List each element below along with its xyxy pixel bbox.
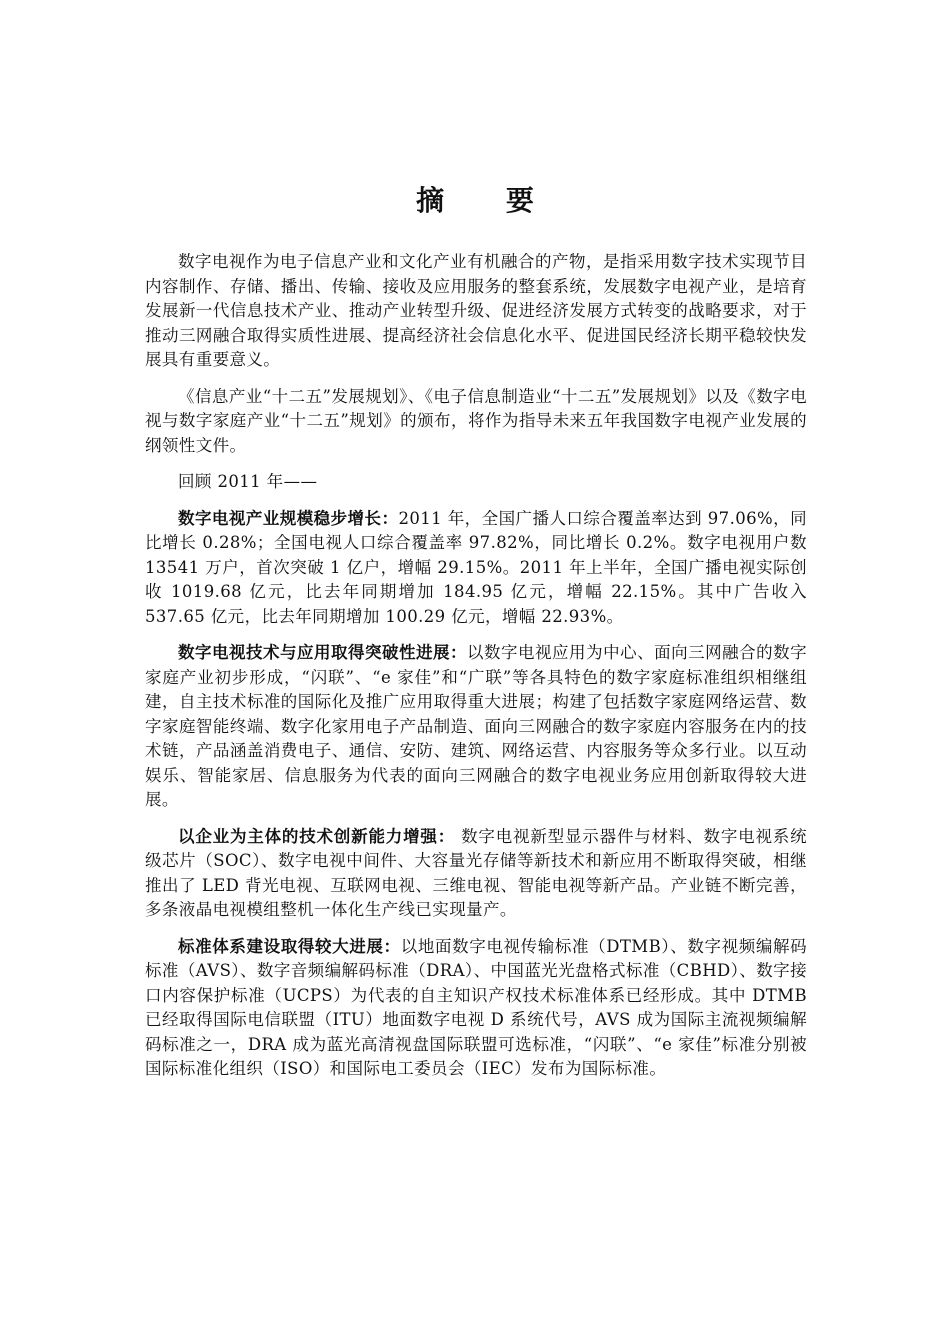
paragraph-text: 数字电视作为电子信息产业和文化产业有机融合的产物，是指采用数字技术实现节目内容制作、存储、播出、传输、接收及应用服务的整套系统，发展数字电视产业，是培育发展新一代信息技术产业、推动产业转型升级、促进经济发展方式转变的战略要求，对于推动三网融合取得实质性进展、提高经济社会信息化水平、促进国民经济长期平稳较快发展具有重要意义。 [145, 252, 807, 369]
paragraph-intro [145, 250, 807, 373]
paragraph-lead: 标准体系建设取得较大进展： [178, 936, 401, 956]
paragraph-lead: 以企业为主体的技术创新能力增强： [178, 826, 456, 846]
paragraph-innovation [145, 825, 807, 923]
paragraph-text: 回顾 2011 年—— [178, 472, 318, 491]
paragraph-plans [145, 385, 807, 459]
paragraph-review [145, 470, 807, 495]
paragraph-standards [145, 935, 807, 1082]
abstract-body [145, 250, 807, 1094]
paragraph-lead: 数字电视技术与应用取得突破性进展： [178, 643, 468, 662]
paragraph-text: 2011 年，全国广播人口综合覆盖率达到 97.06%，同比增长 0.28%；全国电视人口综合覆盖率 97.82%，同比增长 0.2%。数字电视用户数 13541 万户，首次突破 1 亿户，增幅 29.15%。2011 年上半年，全国广播电视实际创收 1019.68 亿元，比去年同期增加 184.95 亿元，增幅 22.15%。其中广告收入 537.65 亿元，比去年同期增加 100.29 亿元，增幅 22.93%。 [145, 508, 807, 626]
paragraph-technology [145, 641, 807, 813]
paragraph-industry-scale [145, 507, 807, 630]
paragraph-text: 数字电视新型显示器件与材料、数字电视系统级芯片（SOC）、数字电视中间件、大容量光存储等新技术和新应用不断取得突破，相继推出了 LED 背光电视、互联网电视、三维电视、智能电视等新产品。产业链不断完善，多条液晶电视模组整机一体化生产线已实现量产。 [145, 826, 807, 919]
paragraph-text: 以数字电视应用为中心、面向三网融合的数字家庭产业初步形成，“闪联”、“e 家佳”和“广联”等各具特色的数字家庭标准组织相继组建，自主技术标准的国际化及推广应用取得重大进展；构建了包括数字家庭网络运营、数字家庭智能终端、数字化家用电子产品制造、面向三网融合的数字家庭内容服务在内的技术链，产品涵盖消费电子、通信、安防、建筑、网络运营、内容服务等众多行业。以互动娱乐、智能家居、信息服务为代表的面向三网融合的数字电视业务应用创新取得较大进展。 [145, 643, 807, 809]
paragraph-lead: 数字电视产业规模稳步增长： [178, 508, 399, 528]
paragraph-text: 《信息产业“十二五”发展规划》、《电子信息制造业“十二五”发展规划》以及《数字电视与数字家庭产业“十二五”规划》的颁布，将作为指导未来五年我国数字电视产业发展的纲领性文件。 [145, 386, 807, 455]
paragraph-text: 以地面数字电视传输标准（DTMB）、数字视频编解码标准（AVS）、数字音频编解码标准（DRA）、中国蓝光光盘格式标准（CBHD）、数字接口内容保护标准（UCPS）为代表的自主知识产权技术标准体系已经形成。其中 DTMB 已经取得国际电信联盟（ITU）地面数字电视 D 系统代号，AVS 成为国际主流视频编解码标准之一，DRA 成为蓝光高清视盘国际联盟可选标准，“闪联”、“e 家佳”标准分别被国际标准化组织（ISO）和国际电工委员会（IEC）发布为国际标准。 [145, 936, 807, 1078]
page-title: 摘 要 [416, 184, 560, 217]
